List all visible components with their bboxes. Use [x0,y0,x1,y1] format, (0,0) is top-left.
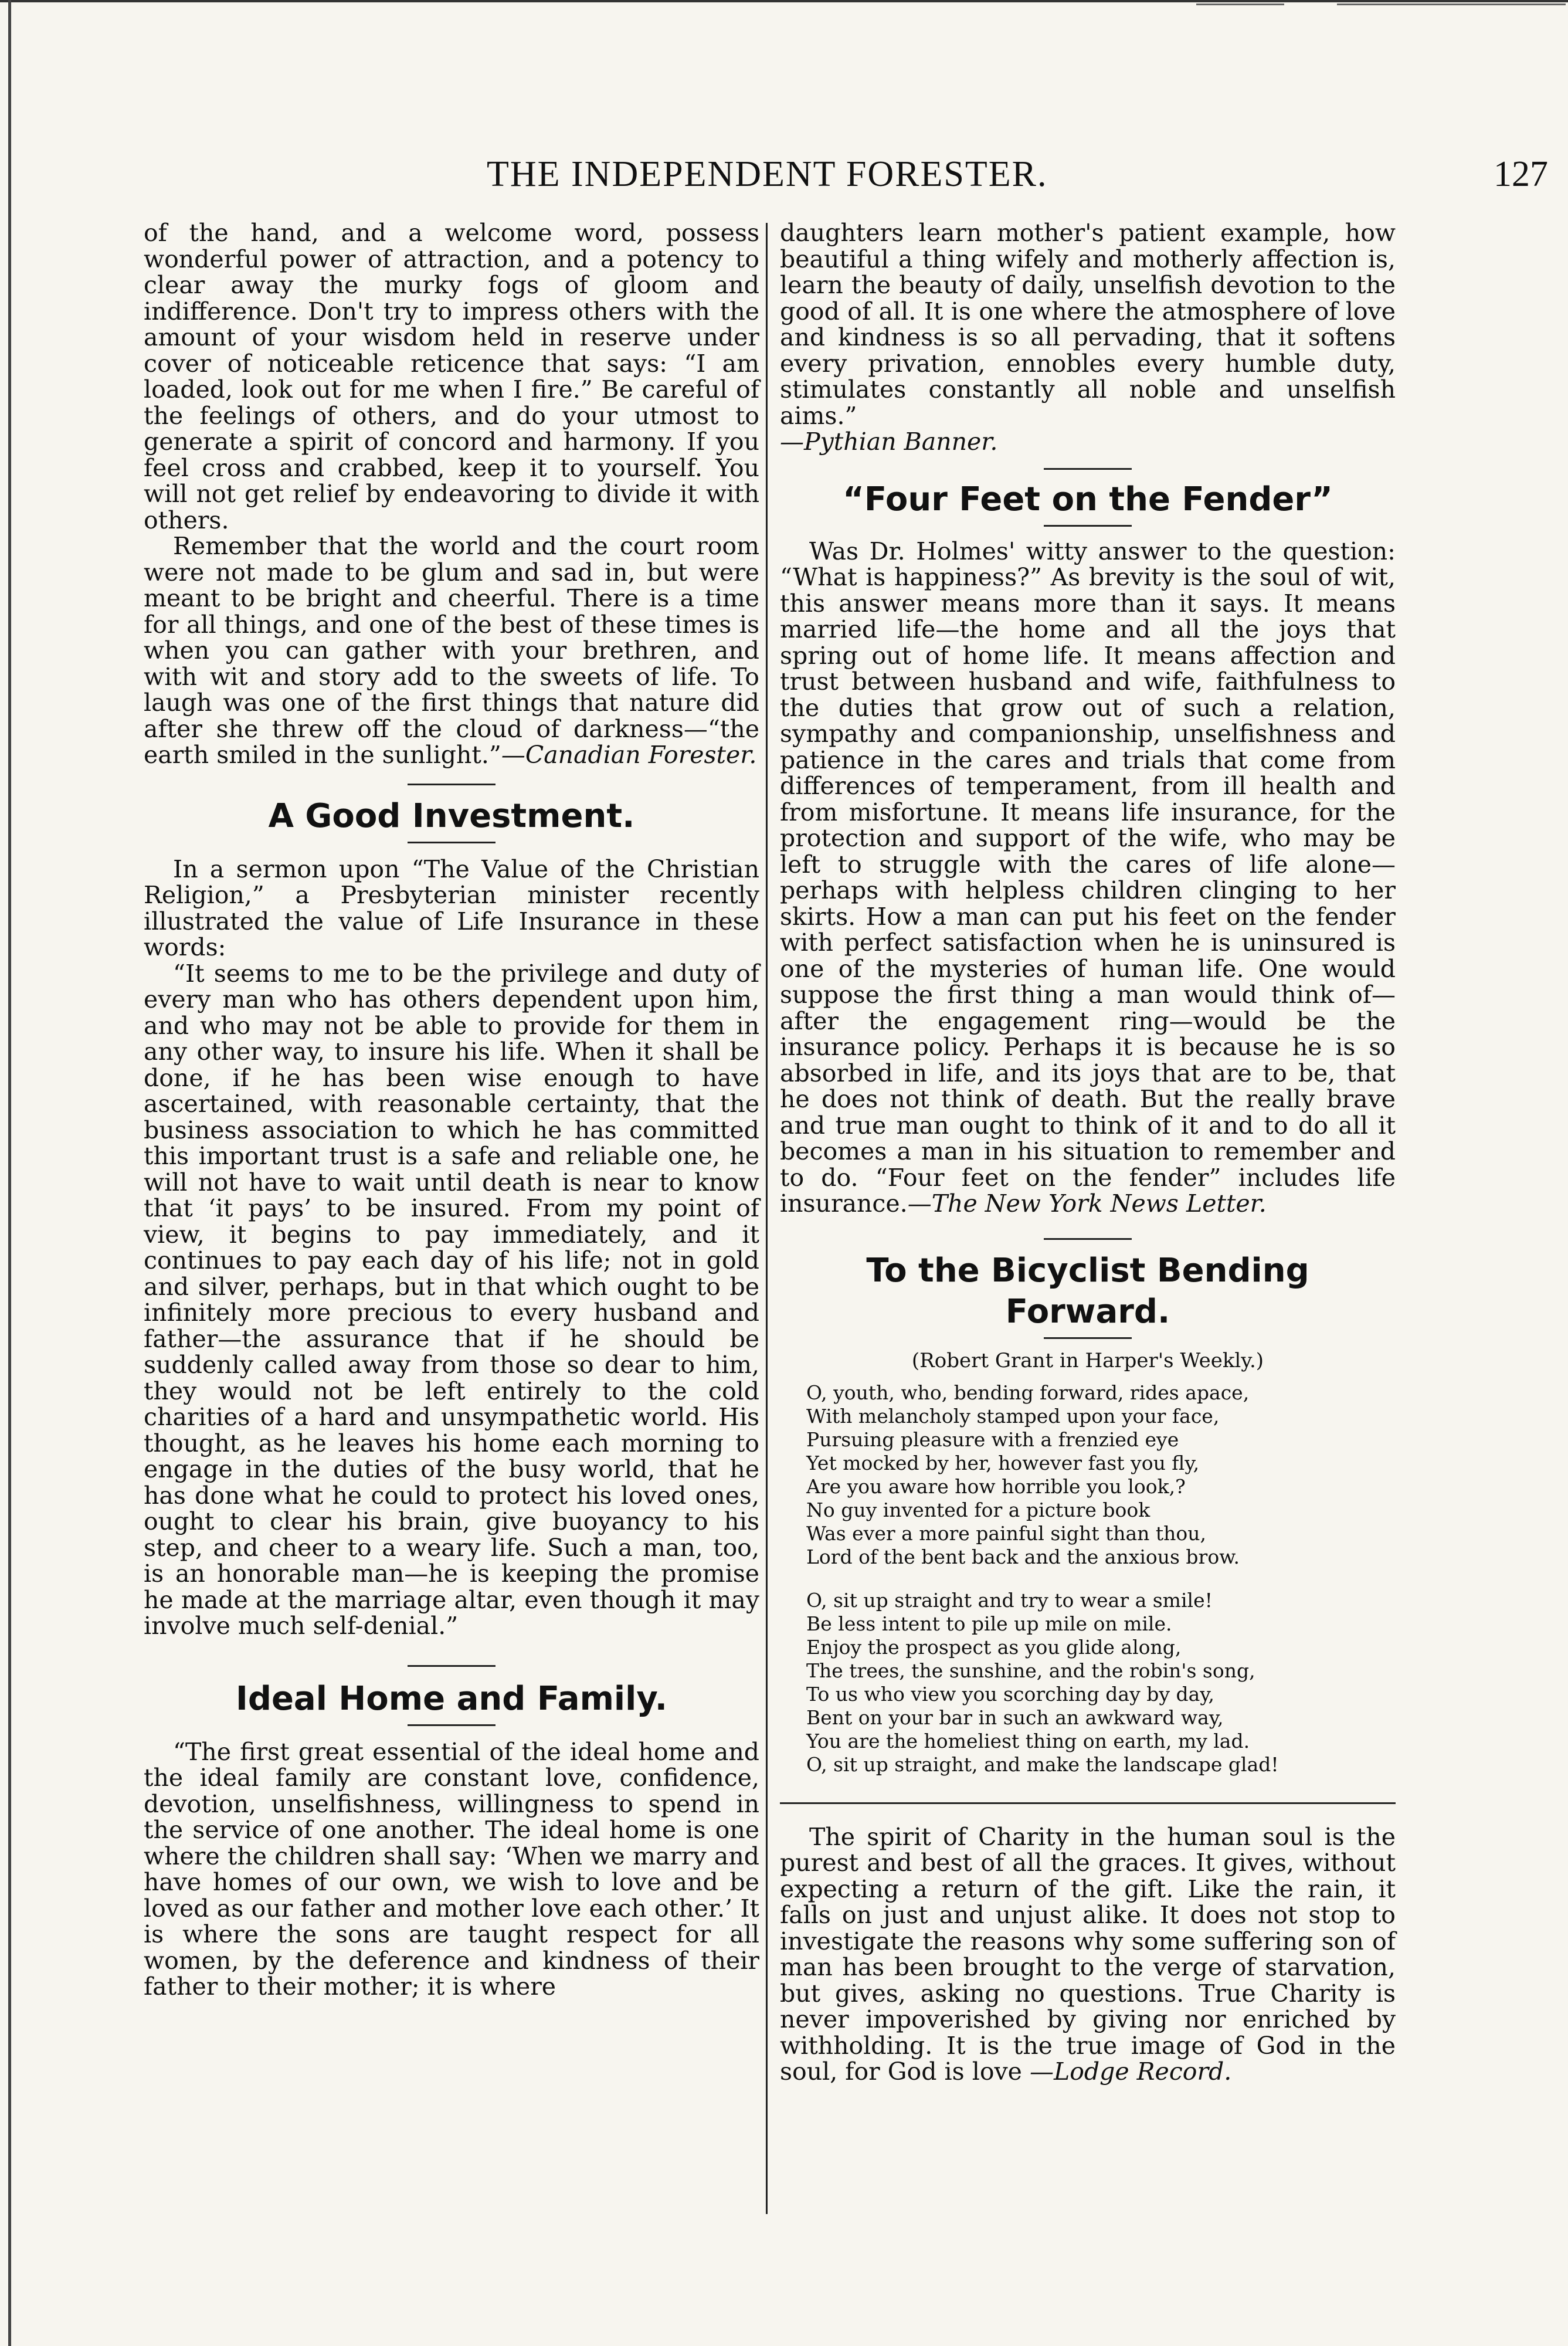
page-number: 127 [1494,154,1548,194]
poem-line: Yet mocked by her, however fast you fly, [806,1451,1200,1474]
poem-line: Enjoy the prospect as you glide along, [806,1635,1182,1659]
poem-line: Was ever a more painful sight than thou, [806,1521,1207,1545]
source-credit: —Lodge Record. [1029,2057,1232,2086]
section-title-investment: A Good Investment. [268,796,635,835]
poem-line: Pursuing pleasure with a frenzied eye [806,1428,1179,1451]
poem-line: You are the homeliest thing on earth, my lad. [806,1729,1250,1752]
paragraph: In a sermon upon “The Value of the Christian Religion,” a Presbyterian minister recently illustrated the value of Life Insurance in these words: [144,855,759,961]
corner-dash [1337,4,1566,5]
section-title-bicyclist: To the Bicyclist Bending Forward. [866,1251,1309,1331]
poem-line: O, sit up straight and try to wear a smile! [806,1588,1213,1612]
paragraph-text: daughters learn mother's patient example, how beautiful a thing wifely and motherly affection is, learn the beauty of daily, unselfish devotion to the good of all. It is one where the atmosphere of love and kindness is so all pervading, that it softens every privation, ennobles every humble duty, stimulates constantly all noble and unselfish aims.” [780,219,1396,430]
paragraph: “The first great essential of the ideal home and the ideal family are constant love, confidence, devotion, unselfishness, willingness to spend in the service of one another. The ideal home is one where the children shall say: ‘When we marry and have homes of our own, we wish to love and be loved as our father and mother love each other.’ It is where the sons are taught respect for all women, by the deference and kindness of their father to their mother; it is where [144,1737,759,2001]
source-credit: —Pythian Banner. [780,428,998,456]
poem-line: The trees, the sunshine, and the robin's song, [806,1659,1255,1682]
running-head [141,154,1548,206]
source-credit: —Canadian Forester. [501,741,757,769]
paragraph [780,1824,1396,2085]
poem-line: With melancholy stamped upon your face, [806,1404,1220,1428]
page-top-rule [0,0,1568,2]
poem-stanza [780,1381,1396,1569]
page-binding-edge [8,0,11,2346]
poem-line: Lord of the bent back and the anxious brow. [806,1545,1240,1568]
corner-dash [1196,4,1284,5]
journal-title: THE INDEPENDENT FORESTER. [487,154,1048,194]
paragraph [144,533,759,768]
poem-credit: (Robert Grant in Harper's Weekly.) [911,1348,1264,1372]
column-divider [766,223,768,2214]
section-title-fender: “Four Feet on the Fender” [843,480,1333,518]
poem-line: To us who view you scorching day by day, [806,1682,1215,1706]
right-column [780,220,1396,2085]
poem-line: Are you aware how horrible you look,? [806,1474,1186,1498]
poem-line: Be less intent to pile up mile on mile. [806,1612,1172,1635]
paragraph-text: Was Dr. Holmes' witty answer to the question: “What is happiness?” As brevity is the soul of wit, this answer means more than it says. It means married life—the home and all the joys that spring out of home life. It means affection and trust between husband and wife, faithfulness to the duties that grow out of such a relation, sympathy and companionship, unselfishness and patience in the cares and trials that come from differences of temperament, from ill health and from misfortune. It means life insurance, for the protection and support of the wife, who may be left to struggle with the cares of life alone—perhaps with helpless children clinging to her skirts. How a man can put his feet on the fender with perfect satisfaction when he is uninsured is one of the mysteries of human life. One would suppose the first thing a man would think of—after the engagement ring—would be the insurance policy. Perhaps it is because he is so absorbed in life, and its joys that are to be, that he does not think of death. But the really brave and true man ought to think of it and to do all it becomes a man in his situation to remember and to do. “Four feet on the fender” includes life insurance. [780,537,1396,1218]
paragraph [780,220,1396,429]
paragraph-text: Remember that the world and the court room were not made to be glum and sad in, but were meant to be bright and cheerful. There is a time for all things, and one of the best of these times is when you can gather with your brethren, and with wit and story add to the sweets of life. To laugh was one of the first things that nature did after she threw off the cloud of darkness—“the earth smiled in the sunlight.” [144,532,759,769]
poem-stanza [780,1589,1396,1777]
left-column [144,220,759,2000]
poem-line: O, sit up straight, and make the landscape glad! [806,1752,1279,1776]
quoted-paragraph: “It seems to me to be the privilege and duty of every man who has others dependent upon him, and who may not be able to provide for them in any other way, to insure his life. When it shall be done, if he has been wise enough to have ascertained, with reasonable certainty, that the business association to which he has committed this important trust is a safe and reliable one, he will not have to wait until death is near to know that ‘it pays’ to be insured. From my point of view, it begins to pay immediately, and it continues to pay each day of his life; not in gold and silver, perhaps, but in that which ought to be infinitely more precious to every husband and father—the assurance that if he should be suddenly called away from those so dear to him, they would not be left entirely to the cold charities of a hard and unsympathetic world. His thought, as he leaves his home each morning to engage in the duties of the busy world, that he has done what he could to protect his loved ones, ought to clear his brain, give buoyancy to his step, and cheer to a weary life. Such a man, too, is an honorable man—he is keeping the promise he made at the marriage altar, even though it may involve much self-denial.” [144,959,759,1640]
paragraph [780,538,1396,1217]
paragraph: of the hand, and a welcome word, possess wonderful power of attraction, and a potency to clear away the murky fogs of gloom and indifference. Don't try to impress others with the amount of your wisdom held in reserve under cover of noticeable reticence that says: “I am loaded, look out for me when I fire.” Be careful of the feelings of others, and do your utmost to generate a spirit of concord and harmony. If you feel cross and crabbed, keep it to yourself. You will not get relief by endeavoring to divide it with others. [144,219,759,534]
poem-line: Bent on your bar in such an awkward way, [806,1706,1224,1729]
paragraph-text: The spirit of Charity in the human soul is the purest and best of all the graces. It gives, without expecting a return of the gift. Like the rain, it falls on just and unjust alike. It does not stop to investigate the reasons why some suffering son of man has been brought to the verge of starvation, but gives, asking no questions. True Charity is never impoverished by giving nor enriched by withholding. It is the true image of God in the soul, for God is love [780,1822,1396,2086]
source-credit: —The New York News Letter. [907,1189,1267,1218]
section-title-ideal-home: Ideal Home and Family. [236,1679,667,1718]
poem-line: O, youth, who, bending forward, rides apace, [806,1381,1250,1404]
poem-line: No guy invented for a picture book [806,1498,1150,1521]
